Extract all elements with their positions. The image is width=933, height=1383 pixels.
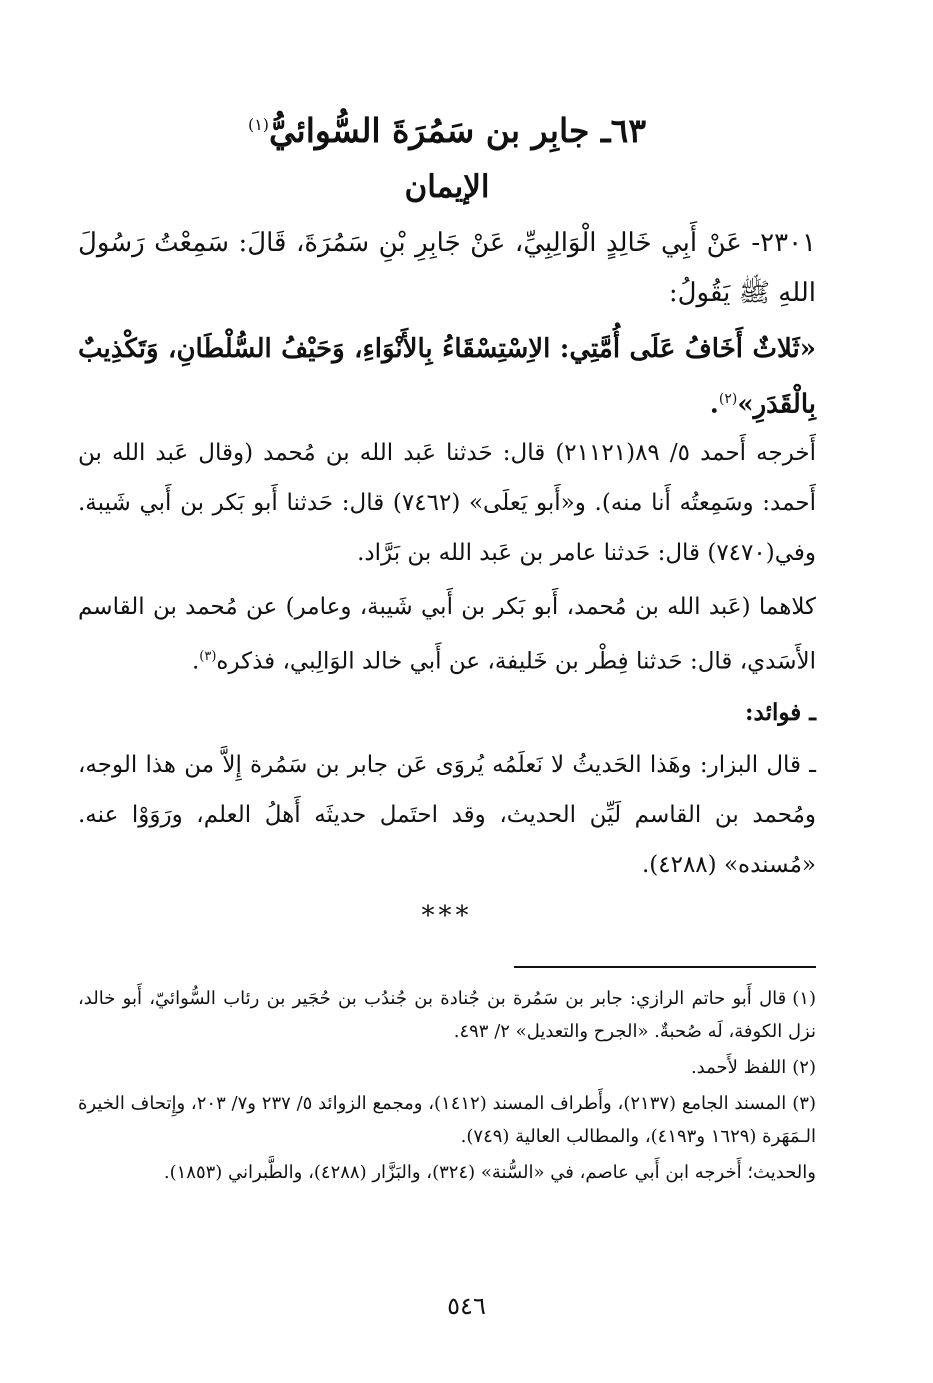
footnote-1: [78, 982, 816, 1048]
footnote-text: اللفظ لأَحمد.: [690, 1057, 787, 1078]
footnotes: [78, 982, 816, 1192]
section-title: الإيمان: [404, 169, 490, 205]
hadith-intro: ٢٣٠١- عَنْ أَبِي خَالِدٍ الْوَالِبِيِّ، عَنْ جَابِرِ بْنِ سَمُرَةَ، قَالَ: سَمِعْتُ رَسُولَ اللهِ ﷺ يَقُولُ:: [78, 228, 816, 308]
hadith-footnote-ref[interactable]: (٢): [718, 391, 738, 407]
chapter-footnote-ref[interactable]: (١): [247, 115, 270, 134]
footnote-divider: [514, 966, 816, 968]
takhrij-paragraph-2-text: كلاهما (عَبد الله بن مُحمد، أَبو بَكر بن أَبي شَيبة، وعامر) عن مُحمد بن القاسم الأَسَدي، قال: حَدثنا فِطْر بن خَليفة، عن أَبي خالد الوَالِبي، فذكره: [78, 594, 816, 675]
footnote-3-continuation: [78, 1156, 816, 1189]
footnote-number: (١): [792, 988, 816, 1009]
footnote-number: (٢): [792, 1057, 816, 1078]
takhrij-paragraph-2: [78, 582, 816, 687]
footnote-text: المسند الجامع (٢١٣٧)، وأَطراف المسند (١٤١٢)، ومجمع الزوائد ٥/ ٢٣٧ و٧/ ٢٠٣، وإِتحاف الخيرة الـمَهَرة (١٦٢٩ و٤١٩٣)، والمطالب العالية (٧٤٩).: [78, 1093, 816, 1147]
footnote-2: [78, 1051, 816, 1084]
takhrij-paragraph-2-end: .: [191, 648, 200, 675]
footnote-number: (٣): [792, 1093, 816, 1114]
takhrij-paragraph-1: أَخرجه أَحمد ٥/ ٨٩(٢١١٢١) قال: حَدثنا عَبد الله بن مُحمد (وقال عَبد الله بن أَحمد: وسَمِعتُه أَنا منه). و«أَبو يَعلَى» (٧٤٦٢) قال: حَدثنا أَبو بَكر بن أَبي شَيبة. وفي(٧٤٧٠) قال: حَدثنا عامر بن عَبد الله بن بَرَّاد.: [78, 440, 816, 566]
section-separator: ***: [421, 901, 473, 931]
hadith-matn: [78, 324, 816, 430]
footnote-3: [78, 1087, 816, 1153]
page-number: ٥٤٦: [447, 1292, 486, 1320]
hadith-matn-end: .: [709, 389, 719, 420]
chapter-title-text: ٦٣ـ جابِر بن سَمُرَةَ السُّوائيُّ: [269, 111, 647, 150]
fawaid-text: ـ قال البزار: وهَذا الحَديثُ لا نَعلَمُه يُروَى عَن جابر بن سَمُرة إِلاَّ من هذا الوجه، ومُحمد بن القاسم لَيِّن الحديث، وقد احتَمل حديثَه أَهلُ العلم، ورَوَوْا عنه. «مُسنده» (٤٢٨٨).: [78, 752, 816, 878]
chapter-title: [78, 100, 816, 156]
hadith-matn-text: «ثَلاثٌ أَخَافُ عَلَى أُمَّتِي: الاِسْتِسْقَاءُ بِالأَنْوَاءِ، وَحَيْفُ السُّلْطَانِ، وَتَكْذِيبٌ بِالْقَدَرِ»: [78, 334, 816, 420]
footnote-text: والحديث؛ أَخرجه ابن أَبي عاصم، في «السُّنة» (٣٢٤)، والبَزَّار (٤٢٨٨)، والطَّبراني (١٨٥٣).: [163, 1162, 816, 1183]
footnote-text: قال أَبو حاتم الرازي: جابر بن سَمُرة بن جُنادة بن جُندُب بن حُجَير بن رئاب السُّوائيّ، أَبو خالد، نزل الكوفة، لَه صُحبةٌ. «الجرح والتعديل» ٢/ ٤٩٣.: [78, 988, 816, 1042]
fawaid-heading: ـ فوائد:: [745, 699, 816, 726]
takhrij-footnote-ref[interactable]: (٣): [199, 649, 217, 664]
